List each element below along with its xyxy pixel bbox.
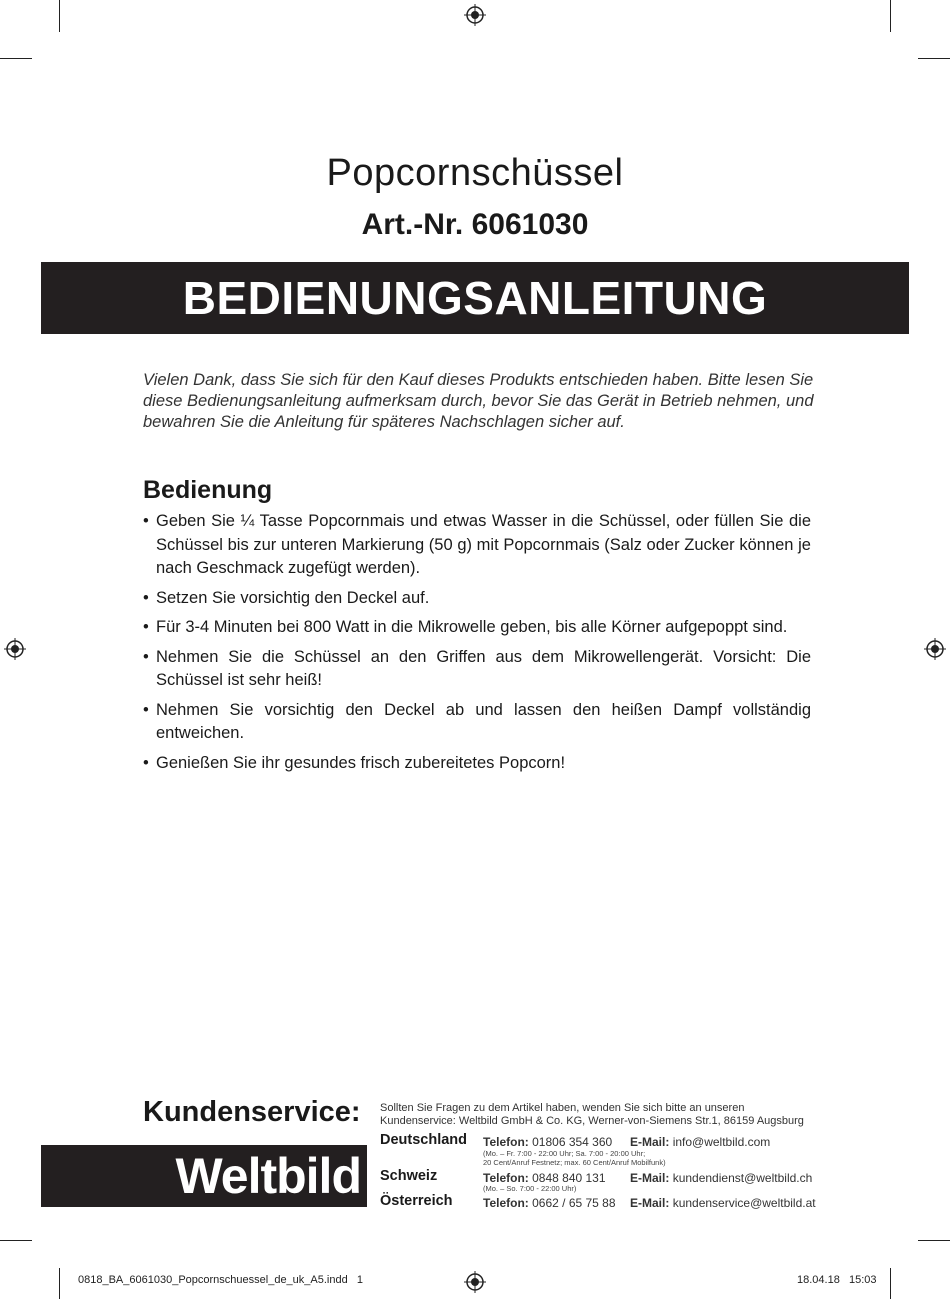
crop-mark-top-right xyxy=(890,0,891,32)
instruction-list xyxy=(143,510,811,781)
customer-service-intro xyxy=(380,1102,820,1128)
instruction-text: Nehmen Sie vorsichtig den Deckel ab und lassen den heißen Dampf vollständig entweichen. xyxy=(156,700,811,742)
manual-heading-banner: BEDIENUNGSANLEITUNG xyxy=(41,262,909,334)
service-intro-line: Kundenservice: Weltbild GmbH & Co. KG, Werner-von-Siemens Str.1, 86159 Augsburg xyxy=(380,1115,804,1127)
bullet-icon: • xyxy=(143,588,149,607)
bullet-icon: • xyxy=(143,647,149,666)
email-switzerland: E-Mail: kundendienst@weltbild.ch xyxy=(630,1171,813,1185)
phone-switzerland: Telefon: 0848 840 131 xyxy=(483,1171,606,1185)
print-slug-date: 18.04.18 15:03 xyxy=(797,1274,877,1286)
list-item xyxy=(143,510,811,581)
registration-mark-icon xyxy=(924,638,946,660)
email-austria: E-Mail: kundenservice@weltbild.at xyxy=(630,1196,816,1210)
service-intro-line: Sollten Sie Fragen zu dem Artikel haben, wenden Sie sich bitte an unseren xyxy=(380,1102,745,1114)
crop-mark-right-bottom xyxy=(918,1240,950,1241)
phone-austria: Telefon: 0662 / 65 75 88 xyxy=(483,1196,616,1210)
bullet-icon: • xyxy=(143,512,149,530)
crop-mark-bottom-right xyxy=(890,1268,891,1299)
print-slug-filename: 0818_BA_6061030_Popcornschuessel_de_uk_A5.indd 1 xyxy=(78,1274,364,1286)
phone-germany: Telefon: 01806 354 360 xyxy=(483,1135,613,1149)
instruction-text: Genießen Sie ihr gesundes frisch zubereitetes Popcorn! xyxy=(156,753,566,772)
section-heading: Bedienung xyxy=(143,476,273,504)
crop-mark-bottom-left xyxy=(59,1268,60,1299)
customer-service-label: Kundenservice: xyxy=(143,1096,361,1128)
bullet-icon: • xyxy=(143,618,149,636)
email-germany: E-Mail: info@weltbild.com xyxy=(630,1135,771,1149)
list-item xyxy=(143,699,811,746)
bullet-icon: • xyxy=(143,700,149,719)
crop-mark-top-left xyxy=(59,0,60,32)
weltbild-logo xyxy=(41,1145,367,1207)
crop-mark-left-bottom xyxy=(0,1240,32,1241)
instruction-text: Setzen Sie vorsichtig den Deckel auf. xyxy=(156,588,430,607)
brand-name: Weltbild xyxy=(175,1148,361,1204)
list-item xyxy=(143,646,811,693)
registration-mark-icon xyxy=(464,1271,486,1293)
country-switzerland: Schweiz xyxy=(380,1168,438,1184)
list-item xyxy=(143,616,811,640)
registration-mark-icon xyxy=(464,4,486,26)
registration-mark-icon xyxy=(4,638,26,660)
bullet-icon: • xyxy=(143,753,149,772)
country-austria: Österreich xyxy=(380,1193,453,1209)
instruction-text: Geben Sie ¼ Tasse Popcornmais und etwas Wasser in die Schüssel, oder füllen Sie die Schüssel bis zur unteren Markierung (50 g) mit Popcornmais (Salz oder Zucker können je nach Geschmack zugefügt werden). xyxy=(156,512,811,577)
product-title: Popcornschüssel xyxy=(326,152,624,194)
list-item xyxy=(143,587,811,611)
hours-germany: (Mo. – Fr. 7:00 - 22:00 Uhr; Sa. 7:00 - 20:00 Uhr; 20 Cent/Anruf Festnetz; max. 60 Cent/Anruf Mobilfunk) xyxy=(483,1149,666,1167)
crop-mark-right-top xyxy=(918,58,950,59)
country-germany: Deutschland xyxy=(380,1132,468,1148)
intro-paragraph: Vielen Dank, dass Sie sich für den Kauf dieses Produkts entschieden haben. Bitte lesen Sie diese Bedienungsanleitung aufmerksam durch, bevor Sie das Gerät in Betrieb nehmen, und bewahren Sie die Anleitung für späteres Nachschlagen sicher auf. xyxy=(143,371,814,431)
list-item xyxy=(143,752,811,776)
instruction-text: Für 3-4 Minuten bei 800 Watt in die Mikrowelle geben, bis alle Körner aufgepoppt sind. xyxy=(156,618,788,636)
crop-mark-left-top xyxy=(0,58,32,59)
article-number: Art.-Nr. 6061030 xyxy=(361,208,589,241)
instruction-text: Nehmen Sie die Schüssel an den Griffen aus dem Mikrowellengerät. Vorsicht: Die Schüssel ist sehr heiß! xyxy=(156,647,811,689)
hours-switzerland: (Mo. – So. 7:00 - 22:00 Uhr) xyxy=(483,1184,577,1193)
